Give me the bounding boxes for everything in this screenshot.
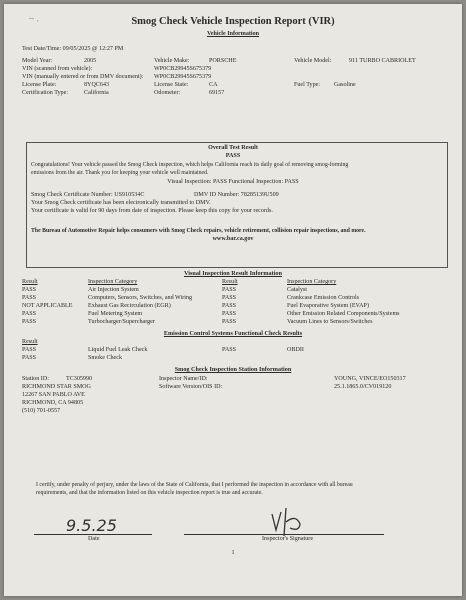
visual-category: Air Injection System bbox=[88, 287, 139, 293]
license-plate-label: License Plate: bbox=[22, 82, 57, 88]
visual-result: PASS bbox=[22, 295, 37, 301]
transmitted-note: Your Smog Check certificate has been electronically transmitted to DMV. bbox=[31, 200, 211, 206]
visual-result: PASS bbox=[22, 319, 37, 325]
visual-category: Computers, Sensors, Switches, and Wiring bbox=[88, 295, 193, 301]
visual-category: Catalyst bbox=[287, 287, 307, 293]
vehicle-make-value: PORSCHE bbox=[209, 58, 237, 64]
certificate-number: Smog Check Certificate Number: US910534C bbox=[31, 192, 145, 198]
visual-category: Fuel Metering System bbox=[88, 311, 143, 317]
odometer-value: 69157 bbox=[209, 90, 225, 96]
functional-result: PASS bbox=[22, 355, 37, 361]
signature-line bbox=[184, 534, 384, 535]
station-id-label: Station ID: bbox=[22, 376, 49, 382]
software-label: Software Version/OIS ID: bbox=[159, 384, 223, 390]
congrats-line-2: emissions from the air. Thank you for keeping your vehicle well maintained. bbox=[31, 170, 209, 176]
vin-scanned-label: VIN (scanned from vehicle): bbox=[22, 66, 93, 72]
vehicle-model-label: Vehicle Model: bbox=[294, 58, 332, 64]
section-vehicle-info: Vehicle Information bbox=[206, 31, 260, 37]
visual-heading: Visual Inspection Result Information bbox=[184, 270, 282, 277]
visual-category: Turbocharger/Supercharger bbox=[88, 319, 155, 325]
inspection-summary: Visual Inspection: PASS Functional Inspection: PASS bbox=[167, 179, 299, 185]
visual-result: PASS bbox=[222, 311, 237, 317]
visual-category-header-left: Inspection Category bbox=[88, 279, 138, 285]
congrats-line-1: Congratulations! Your vehicle passed the Smog Check inspection, which helps California reach its daily goal of removing smog-forming bbox=[31, 162, 349, 168]
handwritten-date: 9.5.25 bbox=[66, 516, 117, 535]
bar-website: www.bar.ca.gov bbox=[212, 236, 254, 242]
vin-scanned-value: WP0CB29945S675379 bbox=[154, 66, 212, 72]
visual-result-header-left: Result bbox=[22, 279, 38, 285]
paper-mark: ∼ , bbox=[28, 14, 39, 23]
date-line bbox=[34, 534, 152, 535]
model-year-label: Model Year: bbox=[22, 58, 53, 64]
vehicle-make-label: Vehicle Make: bbox=[154, 58, 190, 64]
software-value: 25.1.1865.0/CV019120 bbox=[334, 384, 392, 390]
vehicle-model-value: 911 TURBO CABRIOLET bbox=[349, 58, 416, 64]
station-phone: (510) 701-0557 bbox=[22, 408, 61, 414]
odometer-label: Odometer: bbox=[154, 90, 181, 96]
station-address-line-2: RICHMOND, CA 94805 bbox=[22, 400, 84, 406]
vin-manual-label: VIN (manually entered or from DMV document): bbox=[22, 74, 144, 80]
dmv-id-number: DMV ID Number: 78285139U509 bbox=[194, 192, 279, 198]
overall-result: PASS bbox=[225, 153, 241, 159]
certify-line-1: I certify, under penalty of perjury, under the laws of the State of California, that I performed the inspection in accordance with all bureau bbox=[36, 482, 353, 488]
license-state-value: CA bbox=[209, 82, 218, 88]
test-date: Test Date/Time: 09/05/2025 @ 12:27 PM bbox=[22, 46, 124, 52]
model-year-value: 2005 bbox=[84, 58, 97, 64]
functional-category: Liquid Fuel Leak Check bbox=[88, 347, 148, 353]
license-plate-value: 8YQC643 bbox=[84, 82, 110, 88]
functional-heading: Emission Control Systems Functional Check Results bbox=[163, 330, 303, 337]
report-page bbox=[4, 4, 462, 596]
page-title: Smog Check Vehicle Inspection Report (VIR) bbox=[131, 16, 335, 27]
fuel-type-label: Fuel Type: bbox=[294, 82, 321, 88]
station-id-value: TC305990 bbox=[66, 376, 93, 382]
visual-result: PASS bbox=[22, 311, 37, 317]
visual-category: Fuel Evaporative System (EVAP) bbox=[287, 303, 369, 309]
bar-info-line-1: The Bureau of Automotive Repair helps consumers with Smog Check repairs, vehicle retirement, collision repair inspections, and more. bbox=[31, 228, 366, 234]
visual-category-header-right: Inspection Category bbox=[287, 279, 337, 285]
obd-result: PASS bbox=[222, 347, 237, 353]
visual-result: PASS bbox=[222, 303, 237, 309]
visual-result: PASS bbox=[222, 287, 237, 293]
signature-stroke bbox=[272, 508, 300, 536]
inspector-value: YOUNG, VINCE/EO150317 bbox=[334, 376, 406, 382]
visual-category: Crankcase Emission Controls bbox=[287, 295, 360, 301]
vin-manual-value: WP0CB29945S675379 bbox=[154, 74, 212, 80]
visual-category: Other Emission Related Components/Systems bbox=[287, 311, 400, 317]
certify-line-2: requirements, and that the information listed on this vehicle inspection report is true and accurate. bbox=[36, 490, 263, 496]
signature-label: Inspector's Signature bbox=[262, 536, 314, 542]
visual-result: PASS bbox=[222, 295, 237, 301]
overall-heading: Overall Test Result bbox=[208, 145, 258, 151]
functional-result: PASS bbox=[22, 347, 37, 353]
cert-type-value: California bbox=[84, 90, 109, 96]
validity-note: Your certificate is valid for 90 days from date of inspection. Please keep this copy for your records. bbox=[31, 208, 273, 214]
visual-result: PASS bbox=[222, 319, 237, 325]
page-number: 1 bbox=[231, 550, 235, 556]
license-state-label: License State: bbox=[154, 82, 189, 88]
obd-label: OBDII bbox=[287, 347, 304, 353]
station-name: RICHMOND STAR SMOG bbox=[22, 384, 91, 390]
functional-category: Smoke Check bbox=[88, 355, 123, 361]
visual-category: Exhaust Gas Recirculation (EGR) bbox=[88, 303, 171, 309]
functional-result-header: Result bbox=[22, 339, 38, 345]
visual-result: PASS bbox=[22, 287, 37, 293]
cert-type-label: Certification Type: bbox=[22, 90, 68, 96]
station-address-line-1: 12267 SAN PABLO AVE bbox=[22, 392, 85, 398]
inspector-label: Inspector Name/ID: bbox=[159, 376, 208, 382]
date-label: Date bbox=[88, 536, 100, 542]
visual-category: Vacuum Lines to Sensors/Switches bbox=[287, 319, 373, 325]
visual-result: NOT APPLICABLE bbox=[22, 303, 73, 309]
station-heading: Smog Check Inspection Station Information bbox=[174, 366, 292, 373]
visual-result-header-right: Result bbox=[222, 279, 238, 285]
fuel-type-value: Gasoline bbox=[334, 82, 356, 88]
